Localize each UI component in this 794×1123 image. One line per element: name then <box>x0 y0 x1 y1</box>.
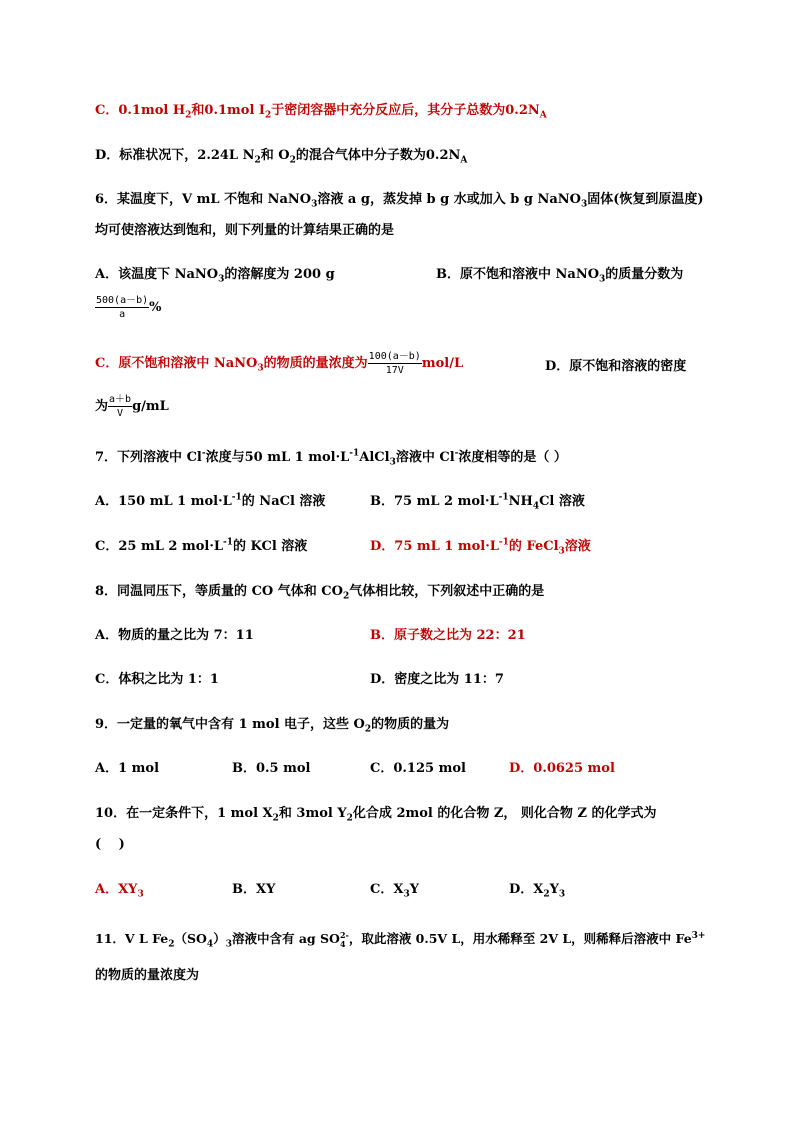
q9-option-d: D．0.0625 mol <box>509 761 615 776</box>
q6-stem-line2: 均可使溶液达到饱和，则下列量的计算结果正确的是 <box>95 223 395 238</box>
mass-fraction-formula: $\frac{500(a-b)}{a}$ <box>96 295 149 320</box>
q10-answer-blank: ( ) <box>95 837 125 852</box>
q5-option-d: D．标准状况下，2.24L $N_2$和 $O_2$的混合气体中分子数为$0.2N_A$ <box>95 148 468 166</box>
q6-option-b: B．原不饱和溶液中 NaNO$_3$的质量分数为 <box>436 267 684 285</box>
q10-option-a: A．$XY_3$ <box>95 882 144 900</box>
sulfate-charge: 2- 4 <box>339 929 349 949</box>
q10-option-b: B．XY <box>232 882 276 897</box>
q9-stem: 9．一定量的氧气中含有 1 mol 电子，这些 $O_2$的物质的量为 <box>95 717 450 735</box>
density-formula: $\frac{a+b}{V}$ <box>109 394 132 419</box>
q6-option-b-fraction: $\frac{500(a-b)}{a}$ % <box>96 295 162 320</box>
q7-option-b: B．75 mL 2 $mol\cdot L^{-1}NH_4Cl$ 溶液 <box>370 492 585 512</box>
q7-option-c: C．25 mL 2 $mol\cdot L^{-1}$的 KCl 溶液 <box>95 537 308 554</box>
q10-option-c: C．$X_3Y$ <box>370 882 419 900</box>
q9-option-b: B．0.5 mol <box>232 761 311 776</box>
q8-stem: 8．同温同压下，等质量的 CO 气体和 $CO_2$气体相比较，下列叙述中正确的是 <box>95 584 545 602</box>
q7-option-a: A．150 mL 1 $mol\cdot L^{-1}$的 NaCl 溶液 <box>95 492 326 509</box>
q8-option-a: A．物质的量之比为 7：11 <box>95 628 254 643</box>
q7-option-d: D．75 mL 1 $mol\cdot L^{-1}$的 FeCl$_3$溶液 <box>370 537 591 557</box>
q9-option-c: C．0.125 mol <box>370 761 466 776</box>
q6-stem-line1: 6．某温度下，V mL 不饱和 NaNO$_3$溶液 a g，蒸发掉 b g 水或加入 b g NaNO$_3$固体(恢复到原温度) <box>95 192 704 210</box>
q7-stem: 7．下列溶液中 Cl-浓度与50 mL 1 $mol\cdot L^{-1}AlCl_3$溶液中 Cl-浓度相等的是（ ） <box>95 448 567 468</box>
q8-option-d: D．密度之比为 11：7 <box>370 672 504 687</box>
q6-option-a: A．该温度下 NaNO$_3$的溶解度为 200 g <box>95 267 335 285</box>
q10-stem: 10．在一定条件下，1 mol $X_2$和 3mol $Y_2$化合成 2mol 的化合物 Z， 则化合物 Z 的化学式为 <box>95 806 657 824</box>
q8-option-b: B．原子数之比为 22：21 <box>370 628 526 643</box>
concentration-formula: $\frac{100(a-b)}{17V}$ <box>368 351 421 376</box>
q11-stem-line1: 11．V L $Fe_2(SO_4)_3$溶液中含有 ag SO 2- 4 ，取此溶液 0.5V L，用水稀释至 2V L，则稀释后溶液中 $Fe^{3+}$ <box>95 929 706 950</box>
q8-option-c: C．体积之比为 1：1 <box>95 672 219 687</box>
q11-stem-line2: 的物质的量浓度为 <box>95 968 200 983</box>
q5-option-c: C．0.1mol $H_2$和0.1mol $I_2$于密闭容器中充分反应后，其分子总数为$0.2N_A$ <box>95 103 547 121</box>
q6-option-d-cont: 为 $\frac{a+b}{V}$ g/mL <box>95 394 169 419</box>
q6-option-c: C．原不饱和溶液中 NaNO$_3$的物质的量浓度为 $\frac{100(a-b)}{17V}$ mol/L <box>95 351 464 376</box>
q9-option-a: A．1 mol <box>95 761 160 776</box>
q10-option-d: D．$X_2Y_3$ <box>509 882 566 900</box>
q6-option-d: D．原不饱和溶液的密度 <box>545 359 687 374</box>
